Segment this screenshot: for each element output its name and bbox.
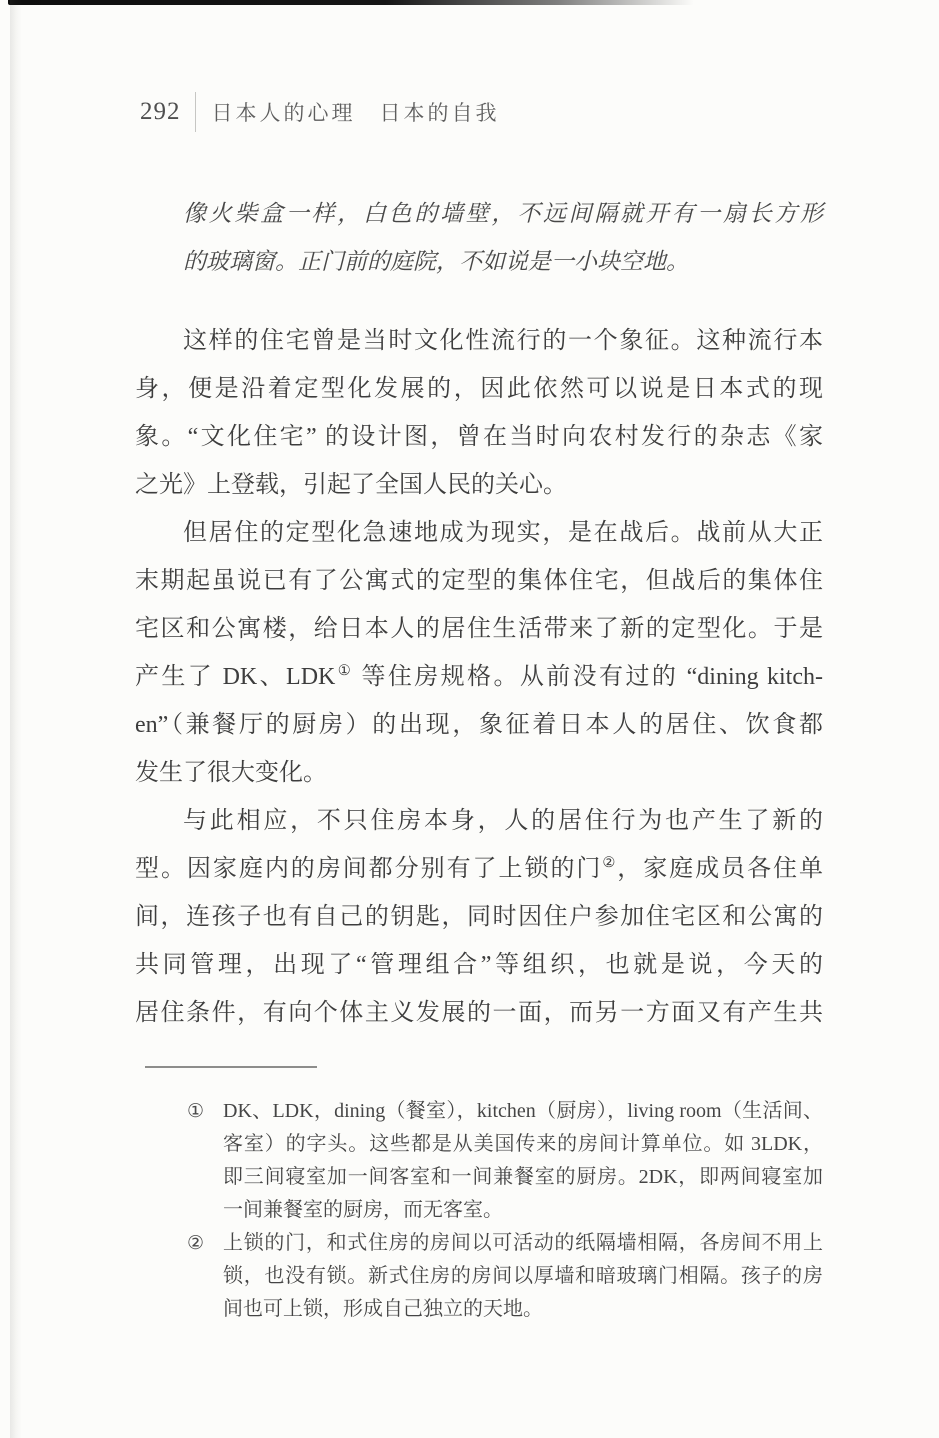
body-text (135, 317, 823, 1037)
text-line: 末期起虽说已有了公寓式的定型的集体住宅，但战后的集体住 (135, 568, 823, 594)
text-line: 但居住的定型化急速地成为现实，是在战后。战前从大正 (183, 520, 823, 546)
header-divider (195, 92, 196, 132)
page-number: 292 (140, 98, 181, 125)
text-line: 之光》上登载，引起了全国人民的关心。 (135, 472, 567, 498)
text-line: 与此相应，不只住房本身，人的居住行为也产生了新的 (183, 808, 823, 834)
page-header (140, 92, 500, 132)
text-line: 的玻璃窗。正门前的庭院，不如说是一小块空地。 (183, 249, 689, 274)
footnote-lines (223, 1227, 823, 1326)
text-line: 像火柴盒一样，白色的墙壁，不远间隔就开有一扇长方形 (183, 201, 823, 226)
text-line: DK、LDK，dining（餐室），kitchen（厨房），living room（生活间、 (223, 1100, 823, 1122)
text-line: 间也可上锁，形成自己独立的天地。 (223, 1298, 543, 1320)
footnote-marker: ② (187, 1233, 205, 1254)
footnote-marker: ① (187, 1101, 205, 1122)
running-head-title: 日本人的心理 日本的自我 (211, 102, 500, 125)
text-line: 共同管理，出现了“管理组合”等组织，也就是说，今天的 (135, 952, 823, 978)
text-line: 间，连孩子也有自己的钥匙，同时因住户参加住宅区和公寓的 (135, 904, 823, 930)
text-line: 这样的住宅曾是当时文化性流行的一个象征。这种流行本 (183, 328, 823, 354)
text-line: 上锁的门，和式住房的房间以可活动的纸隔墙相隔，各房间不用上 (223, 1232, 823, 1254)
footnotes-section (187, 1095, 823, 1326)
footnote-reference-mark: ① (335, 663, 354, 679)
footnote-reference-mark: ② (602, 855, 618, 871)
text-line: 即三间寝室加一间客室和一间兼餐室的厨房。2DK，即两间寝室加 (223, 1166, 823, 1188)
quote-block (183, 190, 823, 286)
scan-artifact-top-bar (8, 0, 694, 5)
text-line: 客室）的字头。这些都是从美国传来的房间计算单位。如 3LDK， (223, 1133, 823, 1155)
text-line: 象。“文化住宅” 的设计图，曾在当时向农村发行的杂志《家 (135, 424, 823, 450)
footnote-separator-rule (145, 1066, 317, 1068)
footnote-lines (223, 1095, 823, 1227)
text-line: 锁，也没有锁。新式住房的房间以厚墙和暗玻璃门相隔。孩子的房 (223, 1265, 823, 1287)
text-line: 一间兼餐室的厨房，而无客室。 (223, 1199, 503, 1221)
footnote (187, 1227, 823, 1326)
scan-artifact-left-shadow (10, 0, 22, 1438)
text-line: 居住条件，有向个体主义发展的一面，而另一方面又有产生共 (135, 1000, 823, 1026)
footnote (187, 1095, 823, 1227)
text-line: 产生了 DK、LDK① 等住房规格。从前没有过的 “dining kitch- (135, 663, 823, 690)
text-line: en”（兼餐厅的厨房）的出现，象征着日本人的居住、饮食都 (135, 712, 823, 738)
text-line: 宅区和公寓楼，给日本人的居住生活带来了新的定型化。于是 (135, 616, 823, 642)
text-line: 发生了很大变化。 (135, 760, 327, 786)
text-line: 身，便是沿着定型化发展的，因此依然可以说是日本式的现 (135, 376, 823, 402)
text-line: 型。因家庭内的房间都分别有了上锁的门②，家庭成员各住单 (135, 855, 824, 882)
